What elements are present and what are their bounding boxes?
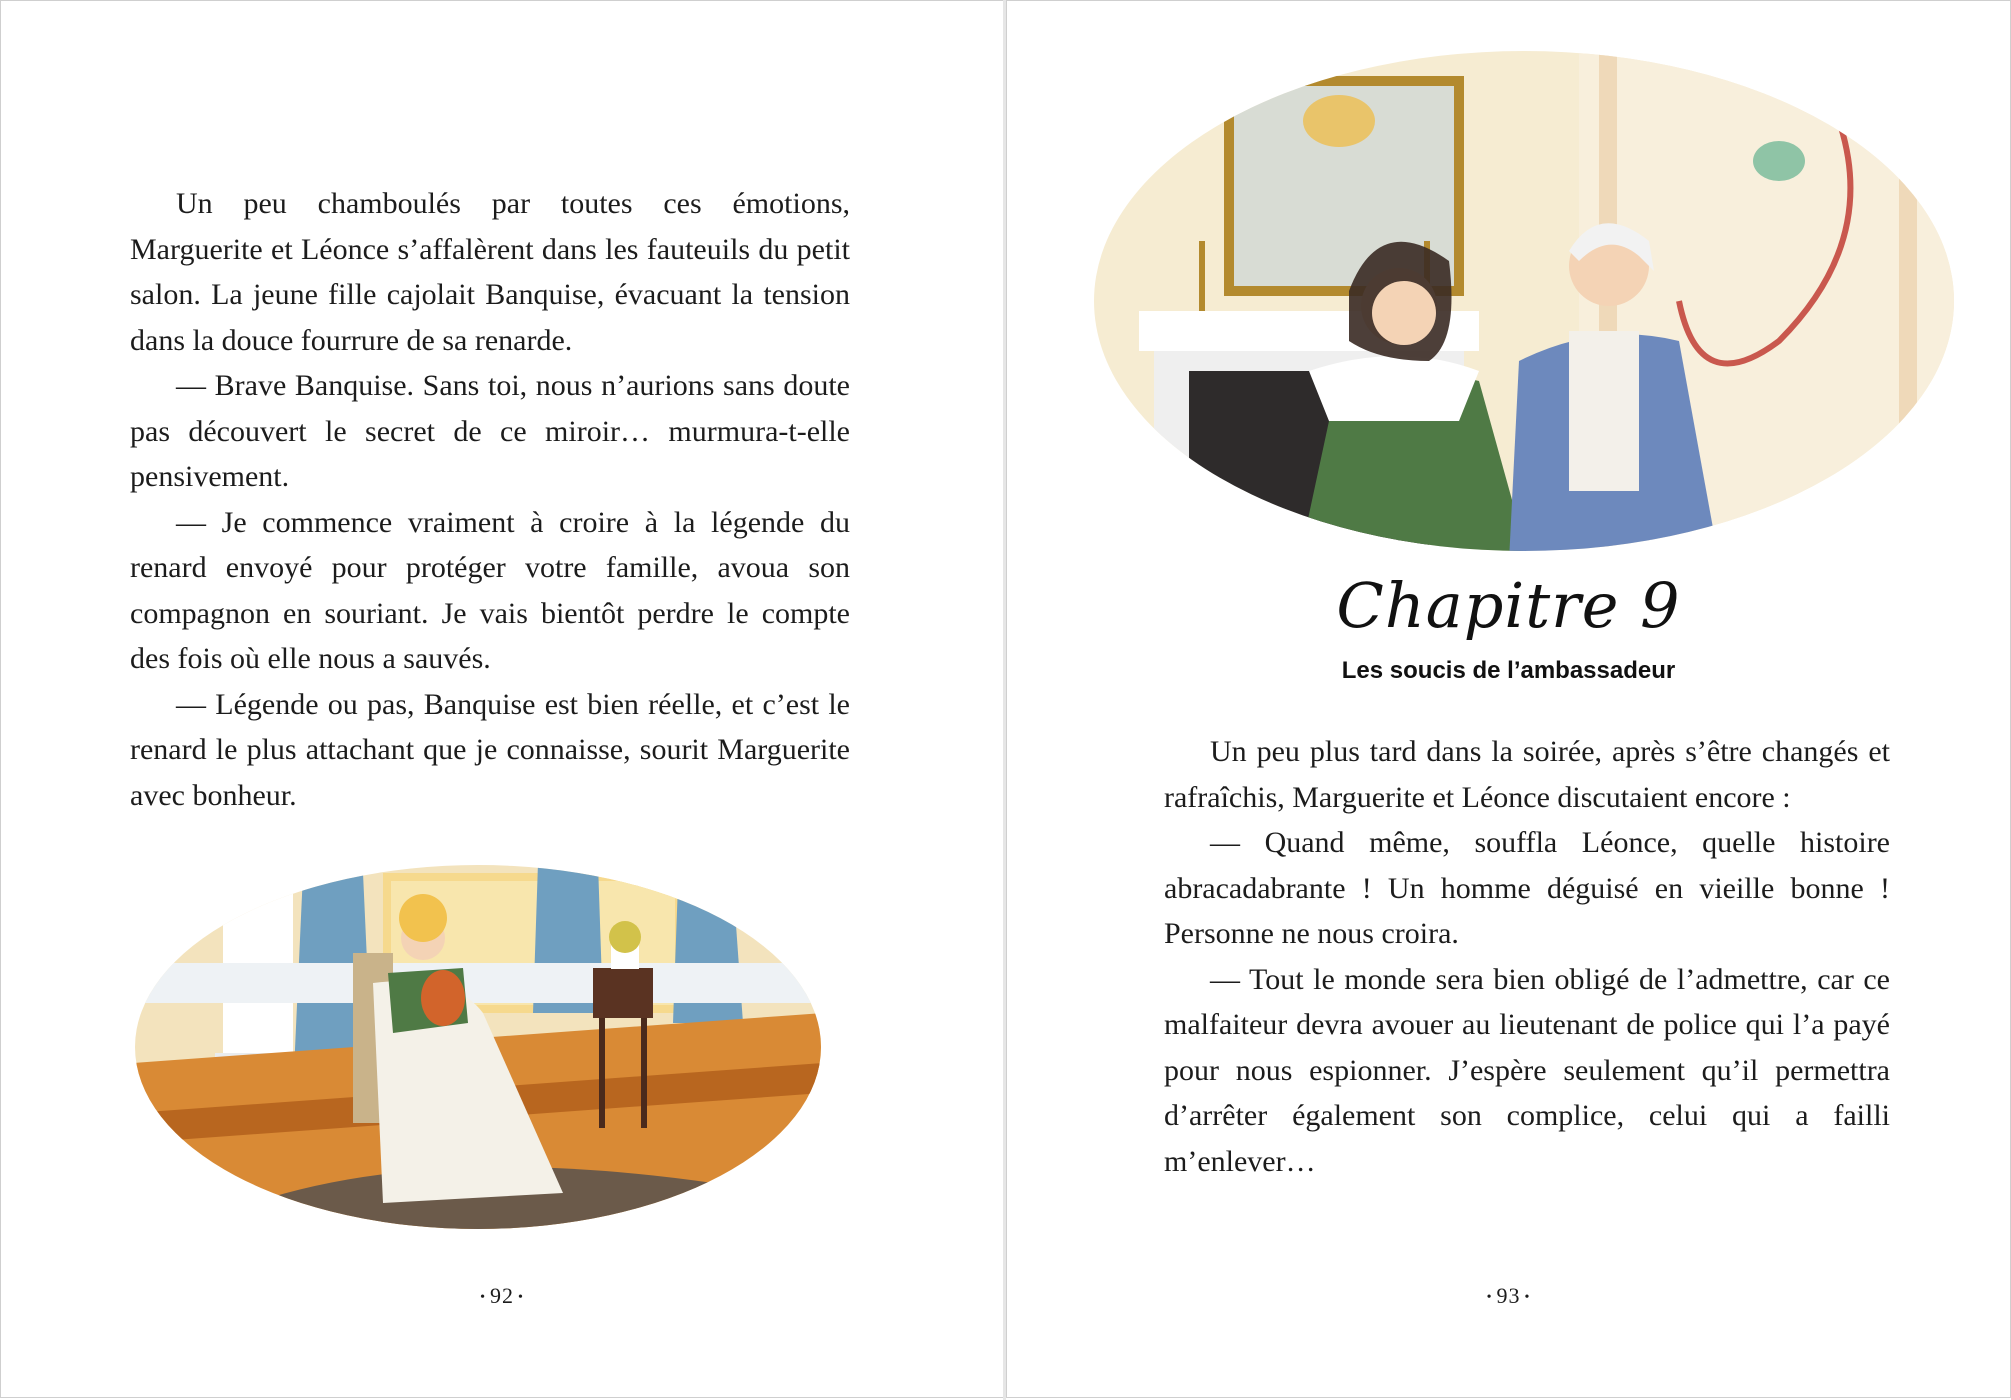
paragraph: — Légende ou pas, Banquise est bien réelle, et c’est le renard le plus attachant que je connaisse, sourit Marguerite avec bonheur. [130, 687, 850, 812]
right-page [1006, 0, 2011, 1398]
illustration-salon-scene [1079, 41, 1969, 561]
chapter-subtitle: Les soucis de l’ambassadeur [1341, 657, 1676, 684]
side-table [593, 968, 653, 1018]
left-page [0, 0, 1004, 1398]
page-number: • 92 • [480, 1283, 524, 1308]
page-number-value: 92 [490, 1283, 514, 1308]
paragraph: Un peu plus tard dans la soirée, après s’être changés et rafraîchis, Marguerite et Léonce discutaient encore : [1164, 735, 1890, 814]
page-number: • 93 • [1486, 1283, 1531, 1308]
paragraph: — Quand même, souffla Léonce, quelle histoire abracadabrante ! Un homme déguisé en vieille bonne ! Personne ne nous croira. [1164, 826, 1890, 950]
fox [421, 970, 465, 1026]
paragraph: — Je commence vraiment à croire à la légende du renard envoyé pour protéger votre famille, avoua son compagnon en souriant. Je vais bientôt perdre le compte des fois où elle nous a sauvés. [130, 505, 850, 675]
paragraph: — Tout le monde sera bien obligé de l’admettre, car ce malfaiteur devra avouer au lieutenant de police qui l’a payé pour nous espionner. J’espère seulement qu’il permettra d’arrêter également son complice, celui qui a failli m’enlever… [1164, 962, 1890, 1178]
paragraph: — Brave Banquise. Sans toi, nous n’aurions sans doute pas découvert le secret de ce miroir… murmura-t-elle pensivement. [130, 369, 850, 493]
illustration-girl-with-fox [133, 863, 823, 1231]
left-page-text [130, 181, 850, 818]
paragraph: Un peu chamboulés par toutes ces émotions, Marguerite et Léonce s’affalèrent dans les fauteuils du petit salon. La jeune fille cajolait Banquise, évacuant la tension dans la douce fourrure de sa renarde. [130, 187, 850, 357]
page-number-value: 93 [1496, 1283, 1521, 1308]
right-page-text [1164, 729, 1890, 1184]
chapter-title: Chapitre 9 [1336, 569, 1681, 642]
chandelier [1303, 95, 1375, 147]
